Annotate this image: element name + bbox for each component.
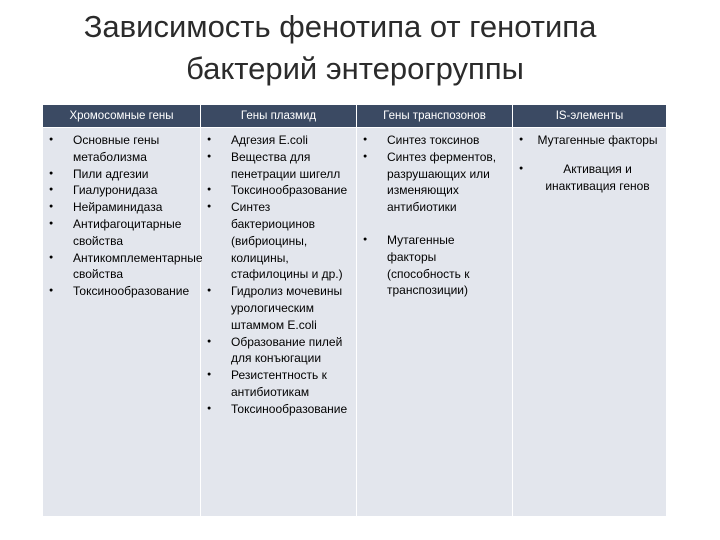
list-is-elements: [515, 132, 664, 194]
list-chromosomal-genes: [45, 132, 203, 300]
header-is-elements: IS-элементы: [513, 105, 667, 128]
list-item: ● Нейраминидаза: [45, 199, 198, 216]
header-plasmid-genes: Гены плазмид: [201, 105, 357, 128]
table-row: [43, 128, 667, 517]
list-item: ● Пили адгезии: [45, 166, 198, 183]
genotype-table: [42, 104, 667, 517]
list-item: ● Основные гены метаболизма: [45, 132, 198, 166]
cell-transposon-genes: [357, 128, 513, 517]
list-item: ● Синтез токсинов: [359, 132, 510, 149]
header-chromosomal-genes: Хромосомные гены: [43, 105, 201, 128]
list-item: ● Гидролиз мочевины урологическим штаммом E.coli: [203, 283, 354, 333]
slide-title-line-2: бактерий энтерогруппы: [186, 51, 524, 86]
list-item: ● Синтез ферментов, разрушающих или изменяющих антибиотики: [359, 149, 510, 216]
slide-title: [0, 6, 720, 90]
list-item: ● Токсинообразование: [203, 401, 354, 418]
list-item: ● Вещества для пенетрации шигелл: [203, 149, 354, 183]
cell-chromosomal-genes: [43, 128, 201, 517]
list-item: ● Синтез бактериоцинов (вибриоцины, колицины, стафилоцины и др.): [203, 199, 354, 283]
list-item: ● Токсинообразование: [45, 283, 198, 300]
list-transposon-genes: [359, 132, 510, 299]
slide-title-line-1: Зависимость фенотипа от генотипа: [83, 9, 597, 44]
list-item: ● Токсинообразование: [203, 182, 354, 199]
table-header-row: [43, 105, 667, 128]
list-item: ● Антикомплементарные свойства: [45, 250, 198, 284]
cell-is-elements: [513, 128, 667, 517]
list-item: ● Антифагоцитарные свойства: [45, 216, 198, 250]
list-item: ● Мутагенные факторы: [515, 132, 664, 149]
cell-plasmid-genes: [201, 128, 357, 517]
list-item: ● Активация и инактивация генов: [515, 161, 664, 195]
list-item: ● Резистентность к антибиотикам: [203, 367, 354, 401]
list-plasmid-genes: [203, 132, 354, 418]
list-item: ● Адгезия E.coli: [203, 132, 354, 149]
list-item: ● Мутагенные факторы (способность к транспозиции): [359, 232, 510, 299]
list-item: ● Образование пилей для конъюгации: [203, 334, 354, 368]
list-item: ● Гиалуронидаза: [45, 182, 198, 199]
header-transposon-genes: Гены транспозонов: [357, 105, 513, 128]
